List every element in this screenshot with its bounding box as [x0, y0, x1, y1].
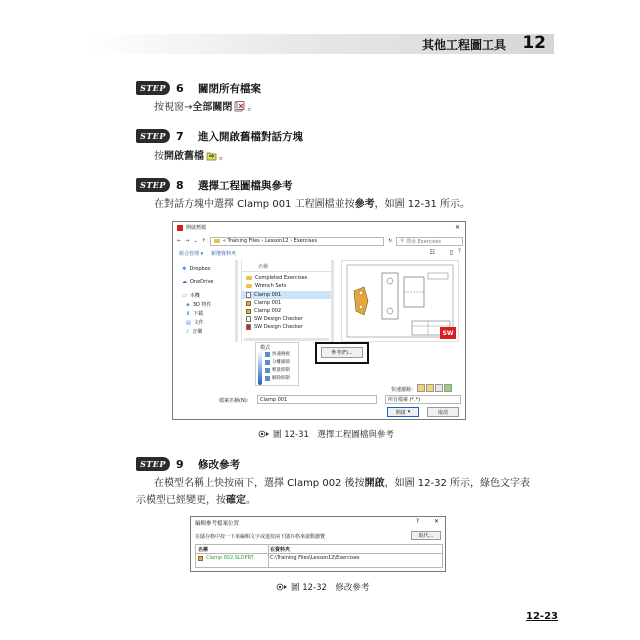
instruction-text: 在儲存格中按一下來編輯文字或連按兩下儲存格來啟動瀏覽	[195, 534, 326, 540]
back-icon[interactable]: ←	[177, 238, 182, 244]
mode-slider[interactable]	[258, 351, 262, 385]
help-icon[interactable]: ?	[415, 518, 419, 525]
mode-quick-view[interactable]: 快速檢視	[265, 351, 290, 357]
chapter-number: 12	[522, 33, 546, 53]
step-6-heading	[136, 80, 261, 96]
quick-filter-buttons	[417, 384, 452, 392]
column-divider	[268, 545, 269, 567]
step-9-text-line2: 示模型已經變更，按確定。	[136, 495, 256, 506]
sw-file-icon	[246, 324, 251, 330]
sidebar-item-this-pc[interactable]: ▭ 本機	[182, 292, 200, 299]
step-title: 進入開啟舊檔對話方塊	[198, 130, 303, 143]
open-button[interactable]: 開啟 ▾	[387, 407, 419, 417]
file-list-scrollbar[interactable]	[331, 260, 334, 342]
filter-drawing-icon[interactable]	[435, 384, 443, 392]
dialog-title: 編輯參考檔案位置	[195, 521, 240, 527]
filetype-select[interactable]: 所有檔案 (*.*)	[385, 395, 461, 404]
file-icon	[246, 316, 251, 322]
step-number: 9	[176, 457, 184, 471]
address-path: « Training Files › Lesson12 › Exercises	[222, 238, 318, 244]
filter-part-icon[interactable]	[417, 384, 425, 392]
sidebar-item-dropbox[interactable]: ❖ Dropbox	[182, 266, 211, 272]
close-all-icon	[234, 101, 245, 112]
step-number: 7	[176, 129, 184, 143]
part-file-icon	[198, 556, 203, 561]
sidebar-item-onedrive[interactable]: ☁ OneDrive	[182, 279, 214, 285]
nav-sidebar	[176, 260, 232, 340]
step-badge: STEP	[136, 178, 170, 192]
figure-12-31-caption: 圖 12-31 選擇工程圖檔與參考	[258, 428, 394, 440]
column-divider	[242, 271, 331, 272]
step-title: 選擇工程圖檔與參考	[198, 179, 293, 192]
mode-resolved[interactable]: 解除抑制	[265, 375, 290, 381]
chevron-down-icon[interactable]: ⌄	[193, 238, 198, 244]
sidebar-scrollbar[interactable]	[235, 260, 238, 342]
list-item[interactable]: Clamp 001	[246, 300, 281, 306]
cube-icon: ◈	[186, 301, 190, 308]
mode-label: 模式	[260, 345, 271, 351]
list-item[interactable]: Wrench Sets	[246, 283, 286, 289]
solidworks-logo: SW	[440, 327, 456, 339]
view-icon[interactable]: ☷	[429, 249, 435, 256]
cancel-button[interactable]: 取消	[427, 407, 459, 417]
cloud-icon: ☁	[182, 279, 187, 285]
filter-assembly-icon[interactable]	[426, 384, 434, 392]
figure-icon	[258, 430, 270, 438]
folder-icon	[214, 239, 220, 243]
step-number: 8	[176, 178, 184, 192]
step-title: 修改參考	[198, 458, 240, 471]
nav-bar	[177, 236, 463, 246]
search-input[interactable]: ⚲ 搜尋 Exercises	[396, 237, 463, 246]
folder-icon	[246, 284, 252, 288]
column-name[interactable]: 名稱	[258, 264, 269, 270]
step-8-heading	[136, 177, 293, 193]
step-6-text: 按視窗→全部關閉 。	[154, 102, 258, 113]
mode-detailing[interactable]: 分離細節	[265, 359, 290, 365]
download-icon: ⬇	[186, 310, 191, 317]
step-badge: STEP	[136, 81, 170, 95]
list-item[interactable]: Completed Exercises	[246, 275, 307, 281]
search-icon: ⚲	[400, 238, 405, 244]
step-9-heading	[136, 456, 240, 472]
filename-input[interactable]: Clamp 001	[257, 395, 377, 404]
quick-filter-label: 快速濾鏡：	[391, 387, 417, 393]
references-button[interactable]: 參考(F)...	[321, 347, 363, 358]
filename-label: 檔案名稱(N):	[219, 398, 249, 404]
dialog-titlebar	[173, 222, 465, 233]
header-divider	[196, 553, 442, 554]
step-title: 關閉所有檔案	[198, 82, 261, 95]
mode-lightweight[interactable]: 輕量抑制	[265, 367, 290, 373]
music-icon: ♪	[186, 328, 190, 335]
address-bar[interactable]	[210, 237, 384, 246]
mode-panel	[255, 342, 299, 386]
refresh-icon[interactable]: ↻	[388, 238, 393, 244]
figure-12-32-caption: 圖 12-32 修改參考	[276, 581, 369, 593]
preview-pane-icon[interactable]: ▯	[449, 249, 453, 256]
folder-icon	[246, 276, 252, 280]
app-icon	[177, 225, 183, 231]
new-folder-button[interactable]: 新增資料夾	[211, 251, 237, 257]
part-file-icon	[246, 301, 251, 306]
list-item[interactable]: Clamp 002	[246, 308, 281, 314]
step-9-text-line1: 在模型名稱上快按兩下，選擇 Clamp 002 後按開啟，如圖 12-32 所示，綠色文字表	[154, 478, 531, 489]
forward-icon[interactable]: →	[185, 238, 190, 244]
horizontal-scrollbar[interactable]	[244, 338, 329, 341]
preview-pane	[341, 260, 459, 342]
list-item[interactable]: SW Design Checker	[246, 316, 303, 322]
step-7-text: 按開啟舊檔 。	[154, 151, 229, 162]
close-icon[interactable]: ✕	[433, 518, 439, 525]
filter-top-level-icon[interactable]	[444, 384, 452, 392]
open-file-icon	[206, 150, 217, 161]
help-icon[interactable]: ?	[457, 248, 461, 255]
list-item-selected[interactable]: Clamp 001	[242, 291, 331, 299]
resolved-icon	[265, 376, 270, 381]
step-7-heading	[136, 128, 303, 144]
dropbox-icon: ❖	[182, 266, 187, 272]
browse-button[interactable]: 取代...	[411, 531, 441, 540]
dialog-title: 開啟舊檔	[186, 225, 207, 231]
lightweight-icon	[265, 368, 270, 373]
organize-menu[interactable]: 組合管理 ▾	[179, 251, 204, 257]
step-8-text: 在對話方塊中選擇 Clamp 001 工程圖檔並按參考，如圖 12-31 所示。	[154, 199, 471, 210]
column-folder: 在資料夾	[270, 547, 291, 553]
open-file-dialog	[172, 221, 466, 420]
sidebar-item-documents[interactable]: ▤ 文件	[186, 319, 204, 326]
quick-view-icon	[265, 352, 270, 357]
chapter-header	[86, 34, 554, 54]
sidebar-item-downloads[interactable]: ⬇ 下載	[186, 310, 204, 317]
figure-icon	[276, 583, 288, 591]
list-item[interactable]: SW Design Checker	[246, 324, 303, 330]
chapter-title: 其他工程圖工具	[421, 38, 506, 52]
step-badge: STEP	[136, 129, 170, 143]
drawing-file-icon	[246, 292, 251, 298]
sidebar-item-music[interactable]: ♪ 音樂	[186, 328, 203, 335]
step-badge: STEP	[136, 457, 170, 471]
part-file-icon	[246, 309, 251, 314]
close-icon[interactable]: ✕	[454, 224, 460, 231]
edit-references-dialog	[190, 516, 446, 572]
document-icon: ▤	[186, 319, 191, 326]
table-row-name[interactable]: Clamp 002.SLDPRT	[198, 555, 254, 561]
column-name: 名稱	[198, 547, 209, 553]
detailing-icon	[265, 360, 270, 365]
up-icon[interactable]: ↑	[201, 238, 206, 244]
step-number: 6	[176, 81, 184, 95]
table-row-folder[interactable]: C:\Training Files\Lesson12\Exercises	[270, 555, 360, 561]
references-table	[195, 544, 443, 568]
page-number: 12-23	[526, 611, 558, 622]
chevron-down-icon: ▾	[407, 409, 411, 415]
file-list	[241, 260, 331, 342]
sidebar-item-3d-objects[interactable]: ◈ 3D 物件	[186, 301, 212, 308]
computer-icon: ▭	[182, 292, 187, 299]
